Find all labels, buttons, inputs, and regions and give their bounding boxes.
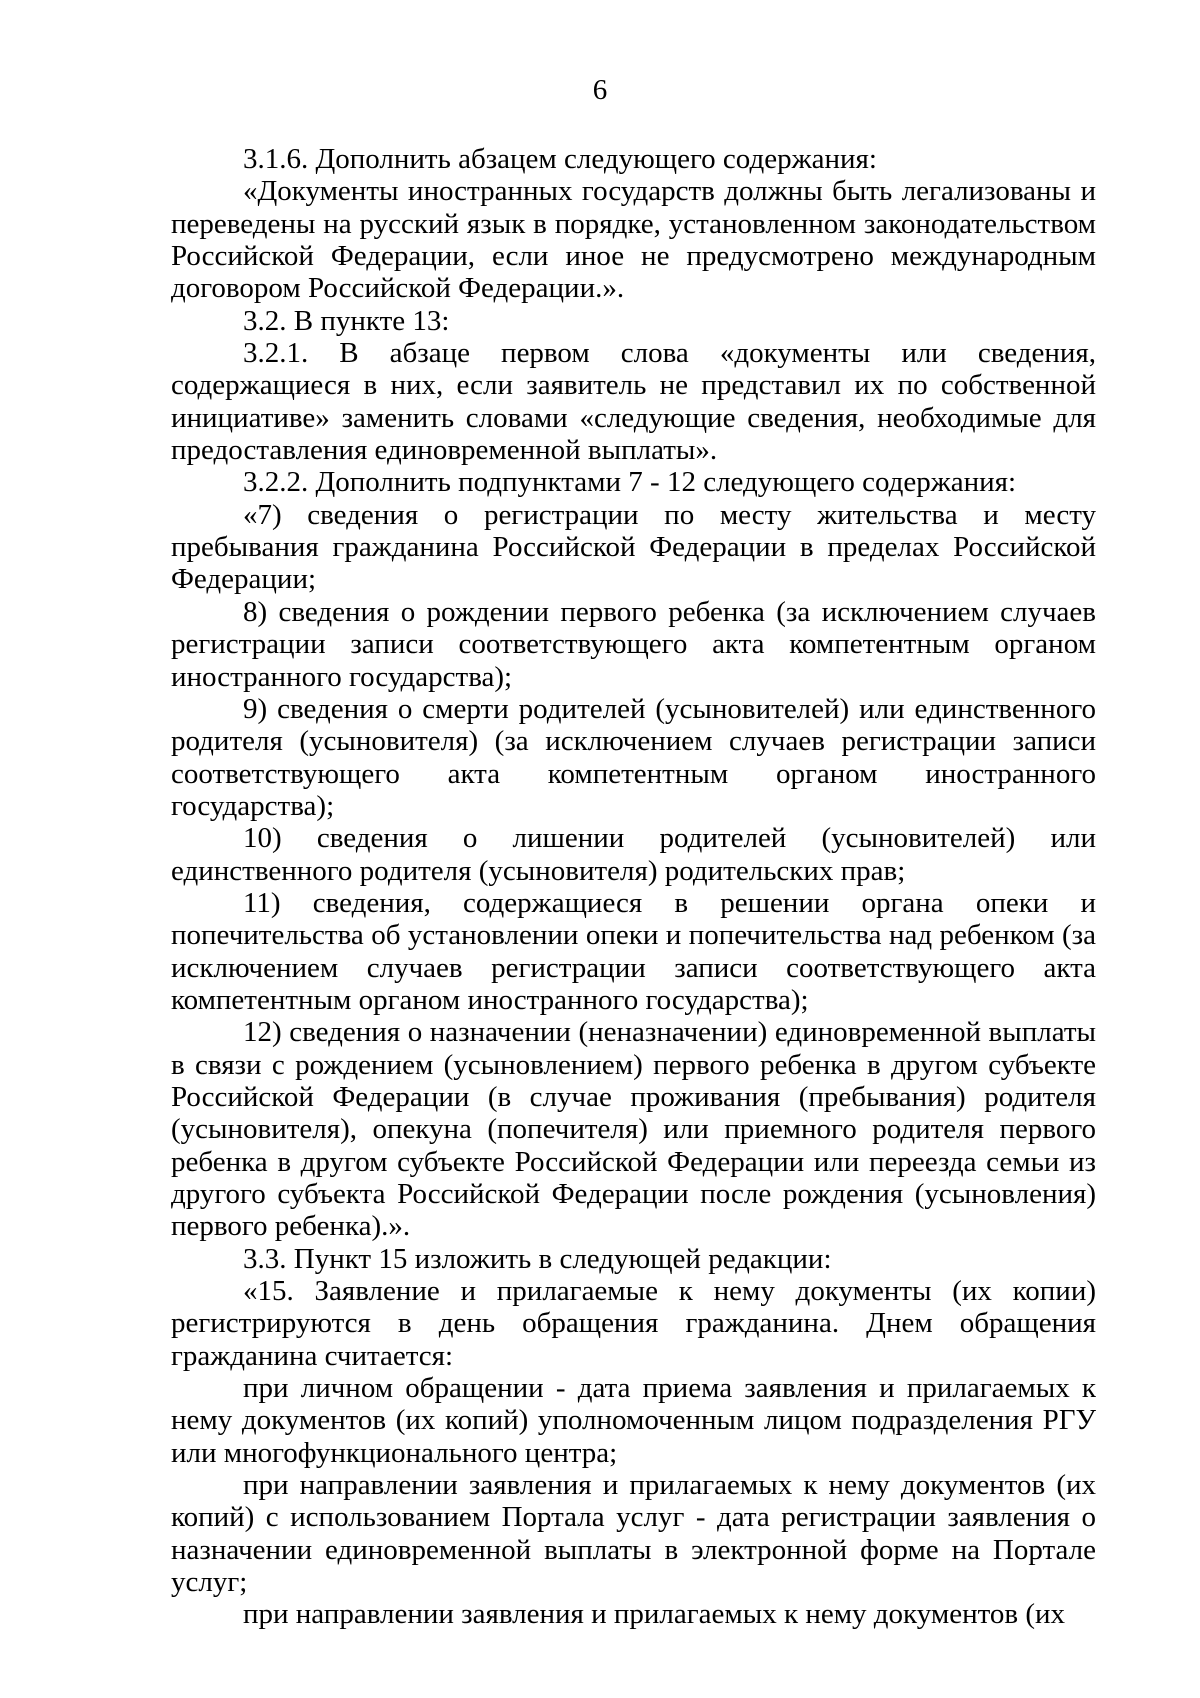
paragraph: «7) сведения о регистрации по месту жительства и месту пребывания гражданина Российской Федерации в пределах Российской Федерации; [171, 498, 1096, 596]
paragraph: 10) сведения о лишении родителей (усыновителей) или единственного родителя (усыновителя) родительских прав; [171, 822, 1096, 887]
paragraph: «15. Заявление и прилагаемые к нему документы (их копии) регистрируются в день обращения гражданина. Днем обращения гражданина считается: [171, 1275, 1096, 1372]
paragraph: 3.2.1. В абзаце первом слова «документы или сведения, содержащиеся в них, если заявитель не представил их по собственной инициативе» заменить словами «следующие сведения, необходимые для предоставления единовременной выплаты». [171, 337, 1096, 467]
paragraph: 8) сведения о рождении первого ребенка (за исключением случаев регистрации записи соответствующего акта компетентным органом иностранного государства); [171, 595, 1096, 693]
page-number: 6 [592, 74, 608, 106]
paragraph: 3.2. В пункте 13: [243, 304, 450, 337]
paragraph: при направлении заявления и прилагаемых к нему документов (их [243, 1598, 1066, 1631]
document-body [171, 143, 1096, 1631]
paragraph: 3.1.6. Дополнить абзацем следующего содержания: [243, 143, 877, 175]
paragraph: «Документы иностранных государств должны быть легализованы и переведены на русский язык в порядке, установленном законодательством Российской Федерации, если иное не предусмотрено международным договором Российской Федерации.». [171, 175, 1096, 305]
paragraph: 3.3. Пункт 15 изложить в следующей редакции: [243, 1242, 832, 1275]
paragraph: 12) сведения о назначении (неназначении) единовременной выплаты в связи с рождением (усыновлением) первого ребенка в другом субъекте Российской Федерации (в случае проживания (пребывания) родителя (усыновителя), опекуна (попечителя) или приемного родителя первого ребенка в другом субъекте Российской Федерации или переезда семьи из другого субъекта Российской Федерации после рождения (усыновления) первого ребенка).». [171, 1016, 1096, 1243]
paragraph: при личном обращении - дата приема заявления и прилагаемых к нему документов (их копий) уполномоченным лицом подразделения РГУ или многофункционального центра; [171, 1372, 1096, 1469]
paragraph: при направлении заявления и прилагаемых к нему документов (их копий) с использованием Портала услуг - дата регистрации заявления о назначении единовременной выплаты в электронной форме на Портале услуг; [171, 1469, 1096, 1599]
paragraph: 3.2.2. Дополнить подпунктами 7 - 12 следующего содержания: [243, 466, 1017, 499]
paragraph: 11) сведения, содержащиеся в решении органа опеки и попечительства об установлении опеки и попечительства над ребенком (за исключением случаев регистрации записи соответствующего акта компетентным органом иностранного государства); [171, 886, 1096, 1016]
paragraph: 9) сведения о смерти родителей (усыновителей) или единственного родителя (усыновителя) (за исключением случаев регистрации записи соответствующего акта компетентным органом иностранного государства); [171, 692, 1096, 822]
